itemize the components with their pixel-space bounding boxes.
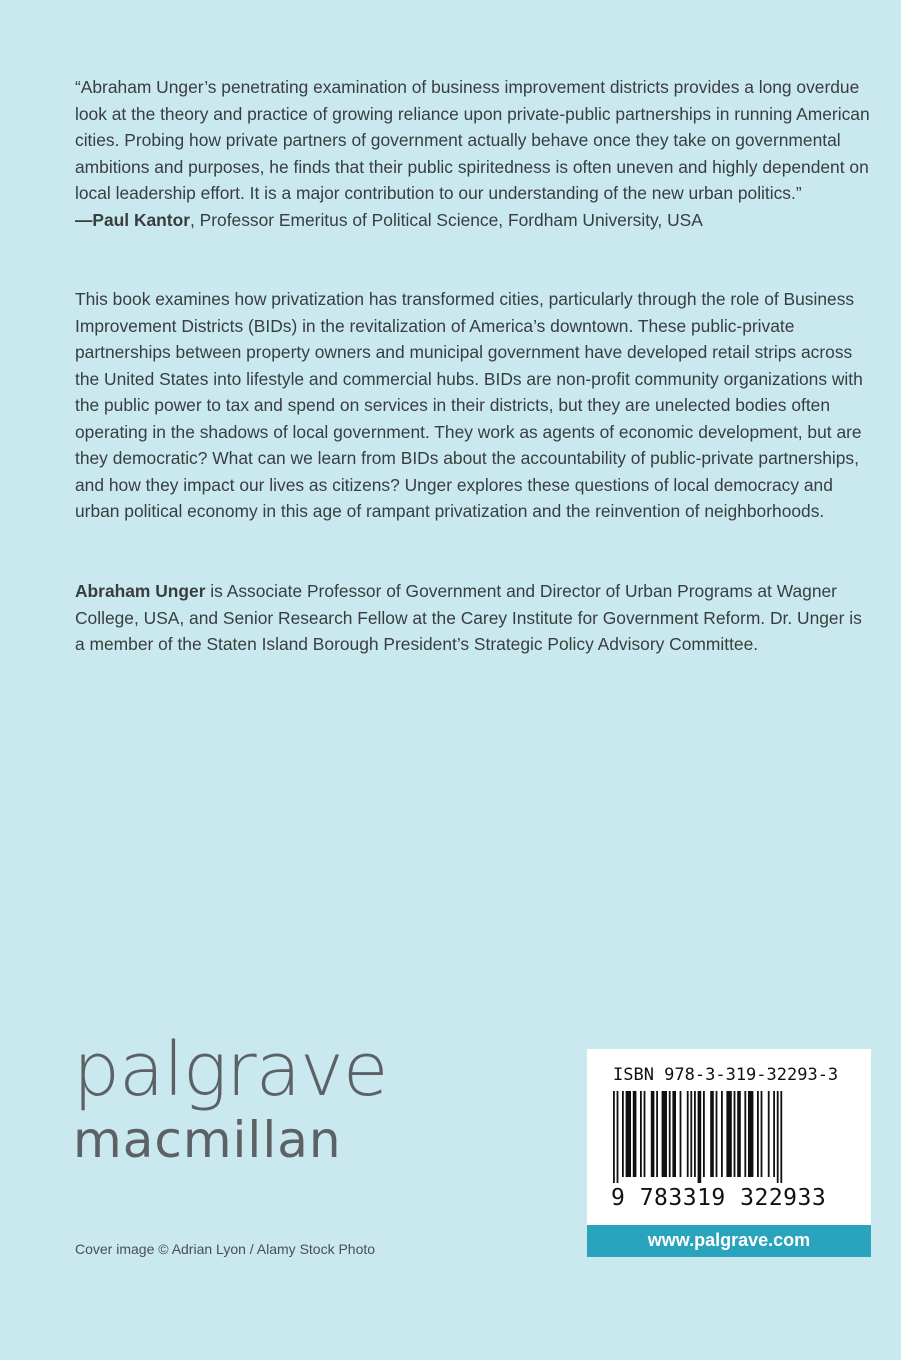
barcode-bar (662, 1091, 667, 1177)
barcode-bar (757, 1091, 759, 1177)
author-bio (75, 578, 875, 658)
barcode-bar (672, 1091, 676, 1177)
bio-text: is Associate Professor of Government and Director of Urban Programs at Wagner College, USA, and Senior Research Fellow at the Carey Institute for Government Reform. Dr. Unger is a member of the Staten Island Borough President’s Strategic Policy Advisory Committee. (75, 581, 862, 654)
attribution-name: Paul Kantor (92, 209, 190, 230)
barcode-bar (690, 1091, 692, 1177)
barcode-bar (656, 1091, 658, 1177)
barcode-bar (768, 1091, 770, 1177)
barcode-bar (651, 1091, 655, 1177)
barcode-bar (748, 1091, 753, 1177)
barcode-bar (640, 1091, 642, 1177)
barcode-bar (622, 1091, 624, 1177)
barcode-bar (644, 1091, 646, 1177)
barcode-bar (694, 1091, 696, 1177)
publisher-url[interactable]: www.palgrave.com (587, 1225, 871, 1257)
barcode-bar (633, 1091, 637, 1177)
barcode-bar (726, 1091, 731, 1177)
quote-text: “Abraham Unger’s penetrating examination of business improvement districts provides a long overdue look at the theory and practice of growing reliance upon private-public partnerships in running American cities. Probing how private partners of government actually behave once they take on governmental ambitions and purposes, he finds that their public spiritedness is often uneven and highly dependent on local leadership effort. It is a major contribution to our understanding of the new urban politics.” (75, 77, 870, 203)
book-description (75, 286, 875, 525)
barcode-bar (761, 1091, 763, 1177)
barcode-bar (737, 1091, 741, 1177)
barcode-bar (698, 1091, 702, 1183)
barcode-bar (680, 1091, 682, 1177)
bio-paragraph (75, 578, 875, 658)
attribution-title: , Professor Emeritus of Political Science, Fordham University, USA (189, 209, 703, 230)
barcode-bar (687, 1091, 689, 1177)
barcode-bar (777, 1091, 779, 1183)
barcode-bar (617, 1091, 619, 1183)
barcode-bar (703, 1091, 705, 1177)
barcode-bar (780, 1091, 782, 1183)
barcode-bar (744, 1091, 746, 1177)
author-name: Abraham Unger (75, 581, 206, 601)
barcode-icon (613, 1091, 841, 1183)
barcode-bar (721, 1091, 723, 1177)
description-text: This book examines how privatization has transformed cities, particularly through the role of Business Improvement Districts (BIDs) in the revitalization of America’s downtown. These public-private partnerships between property owners and municipal government have developed retail strips across the United States into lifestyle and commercial hubs. BIDs are non-profit community organizations with the public power to tax and spend on services in their districts, but they are unelected bodies often operating in the shadows of local government. They work as agents of economic development, but are they democratic? What can we learn from BIDs about the accountability of public-private partnerships, and how they impact our lives as citizens? Unger explores these questions of local democracy and urban political economy in this age of rampant privatization and the reinvention of neighborhoods. (75, 289, 863, 521)
barcode-box (587, 1049, 871, 1225)
publisher-logo-macmillan: macmillan (73, 1111, 342, 1169)
barcode-bar (773, 1091, 775, 1177)
quote-attribution (75, 207, 875, 234)
attribution-dash: — (75, 209, 93, 230)
cover-image-credit: Cover image © Adrian Lyon / Alamy Stock Photo (75, 1241, 376, 1257)
barcode-bar (716, 1091, 718, 1177)
barcode-bar (669, 1091, 671, 1177)
barcode-bar (710, 1091, 714, 1177)
isbn-label: ISBN 978-3-319-32293-3 (613, 1065, 839, 1085)
barcode-bar (613, 1091, 615, 1183)
barcode-digits: 9 783319 322933 (611, 1185, 827, 1211)
publisher-logo-palgrave: palgrave (73, 1027, 388, 1113)
endorsement-quote (75, 74, 875, 233)
barcode-bar (734, 1091, 736, 1177)
barcode-bar (626, 1091, 631, 1177)
